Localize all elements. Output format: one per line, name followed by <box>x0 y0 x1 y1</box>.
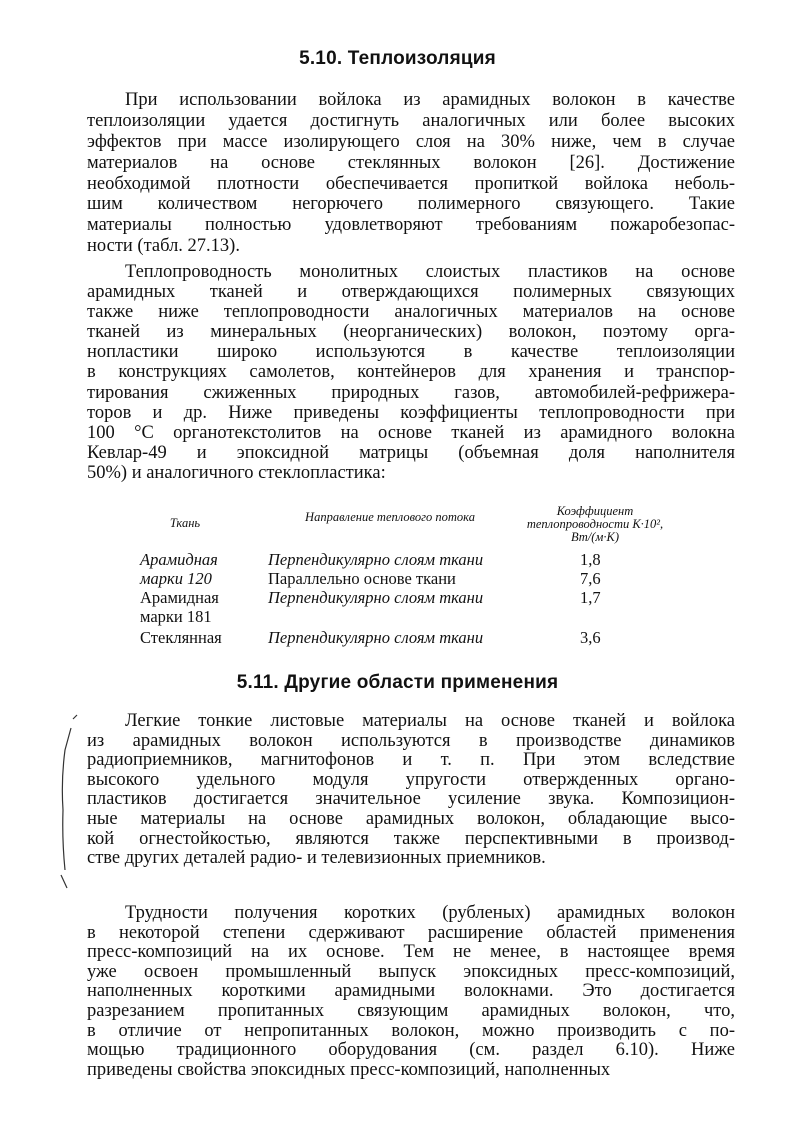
text-line: эффектов при массе изолирующего слоя на 30% ниже, чем в случае <box>87 131 735 152</box>
table-cell-fabric: Арамидная <box>140 550 218 569</box>
text-line: наполненных короткими арамидными волокнами. Это достигается <box>87 981 735 1002</box>
text-line: радиоприемников, магнитофонов и т. п. При этом вследствие <box>87 750 735 771</box>
table-cell-value: 1,7 <box>580 588 601 607</box>
text-line: арамидных тканей и отверждающихся полимерных связующих <box>87 282 735 303</box>
section-title-5-10: 5.10. Теплоизоляция <box>299 48 496 69</box>
table-cell-direction: Параллельно основе ткани <box>268 569 456 588</box>
text-line: 50%) и аналогичного стеклопластика: <box>87 462 386 483</box>
text-line: Легкие тонкие листовые материалы на основе тканей и войлока <box>125 711 735 731</box>
paragraph-felt-insulation <box>87 90 735 257</box>
text-line: теплоизоляции удается достигнуть аналогичных или более высоких <box>87 110 735 131</box>
text-line: мощью традиционного оборудования (см. раздел 6.10). Ниже <box>87 1040 735 1061</box>
text-line: Трудности получения коротких (рубленых) арамидных волокон <box>125 903 735 923</box>
text-line: пластиков достигается значительное усиление звука. Композицион- <box>87 789 735 810</box>
paragraph-speaker-materials <box>87 712 735 869</box>
table-cell-direction: Перпендикулярно слоям ткани <box>268 588 484 607</box>
table-cell-value: 3,6 <box>580 628 601 647</box>
text-line: тканей из минеральных (неорганических) волокон, поэтому орга- <box>87 322 735 343</box>
text-line: Теплопроводность монолитных слоистых пластиков на основе <box>125 262 735 282</box>
paragraph-press-compositions <box>87 904 735 1080</box>
text-line: в некоторой степени сдерживают расширение областей применения <box>87 922 735 943</box>
text-line: При использовании войлока из арамидных волокон в качестве <box>125 90 735 110</box>
text-line: 100 °С органотекстолитов на основе тканей из арамидного волокна <box>87 422 735 443</box>
text-line: ности (табл. 27.13). <box>87 236 240 257</box>
table-header-direction: Направление теплового потока <box>305 510 475 524</box>
text-line: в конструкциях самолетов, контейнеров для хранения и транспор- <box>87 362 735 383</box>
text-line: необходимой плотности обеспечивается пропиткой войлока неболь- <box>87 173 735 194</box>
text-line: кой огнестойкостью, являются также перспективными в производ- <box>87 828 735 849</box>
table-cell-fabric: Стеклянная <box>140 628 222 647</box>
text-line: высокого удельного модуля упругости отвержденных органо- <box>87 769 735 790</box>
text-line: разрезанием пропитанных связующим арамидных волокон, что, <box>87 1000 735 1021</box>
table-cell-direction: Перпендикулярно слоям ткани <box>268 550 484 569</box>
text-line: стве других деталей радио- и телевизионных приемников. <box>87 848 546 869</box>
text-line: нопластики широко используются в качестве теплоизоляции <box>87 342 735 363</box>
table-cell-value: 1,8 <box>580 550 601 569</box>
text-line: ные материалы на основе арамидных волокон, обладающие высо- <box>87 808 735 829</box>
text-line: материалов на основе стеклянных волокон [26]. Достижение <box>87 152 735 173</box>
text-line: в отличие от непропитанных волокон, можно производить с по- <box>87 1020 735 1041</box>
text-line: торов и др. Ниже приведены коэффициенты теплопроводности при <box>87 402 735 423</box>
table-cell-fabric: марки 181 <box>140 607 212 626</box>
table-cell-fabric: марки 120 <box>140 569 212 588</box>
table-header-coefficient: Коэффициент теплопроводности К·10², Вт/(м·К) <box>526 504 664 544</box>
table-cell-direction: Перпендикулярно слоям ткани <box>268 628 484 647</box>
table-cell-value: 7,6 <box>580 569 601 588</box>
text-line: приведены свойства эпоксидных пресс-композиций, наполненных <box>87 1059 611 1080</box>
handwritten-bracket-mark <box>55 710 85 895</box>
paragraph-thermal-conductivity <box>87 262 735 483</box>
text-line: материалы полностью удовлетворяют требованиям пожаробезопас- <box>87 215 735 236</box>
text-line: Кевлар-49 и эпоксидной матрицы (объемная доля наполнителя <box>87 442 735 463</box>
text-line: тирования сжиженных природных газов, автомобилей-рефрижера- <box>87 382 735 403</box>
text-line: из арамидных волокон используются в производстве динамиков <box>87 730 735 751</box>
text-line: пресс-композиций на их основе. Тем не менее, в настоящее время <box>87 942 735 963</box>
text-line: уже освоен промышленный выпуск эпоксидных пресс-композиций, <box>87 961 735 982</box>
table-header-fabric: Ткань <box>169 516 201 530</box>
text-line: шим количеством негорючего полимерного связующего. Такие <box>87 194 735 215</box>
table-cell-fabric: Арамидная <box>140 588 219 607</box>
text-line: также ниже теплопроводности аналогичных материалов на основе <box>87 302 735 323</box>
section-title-5-11: 5.11. Другие области применения <box>236 672 559 693</box>
